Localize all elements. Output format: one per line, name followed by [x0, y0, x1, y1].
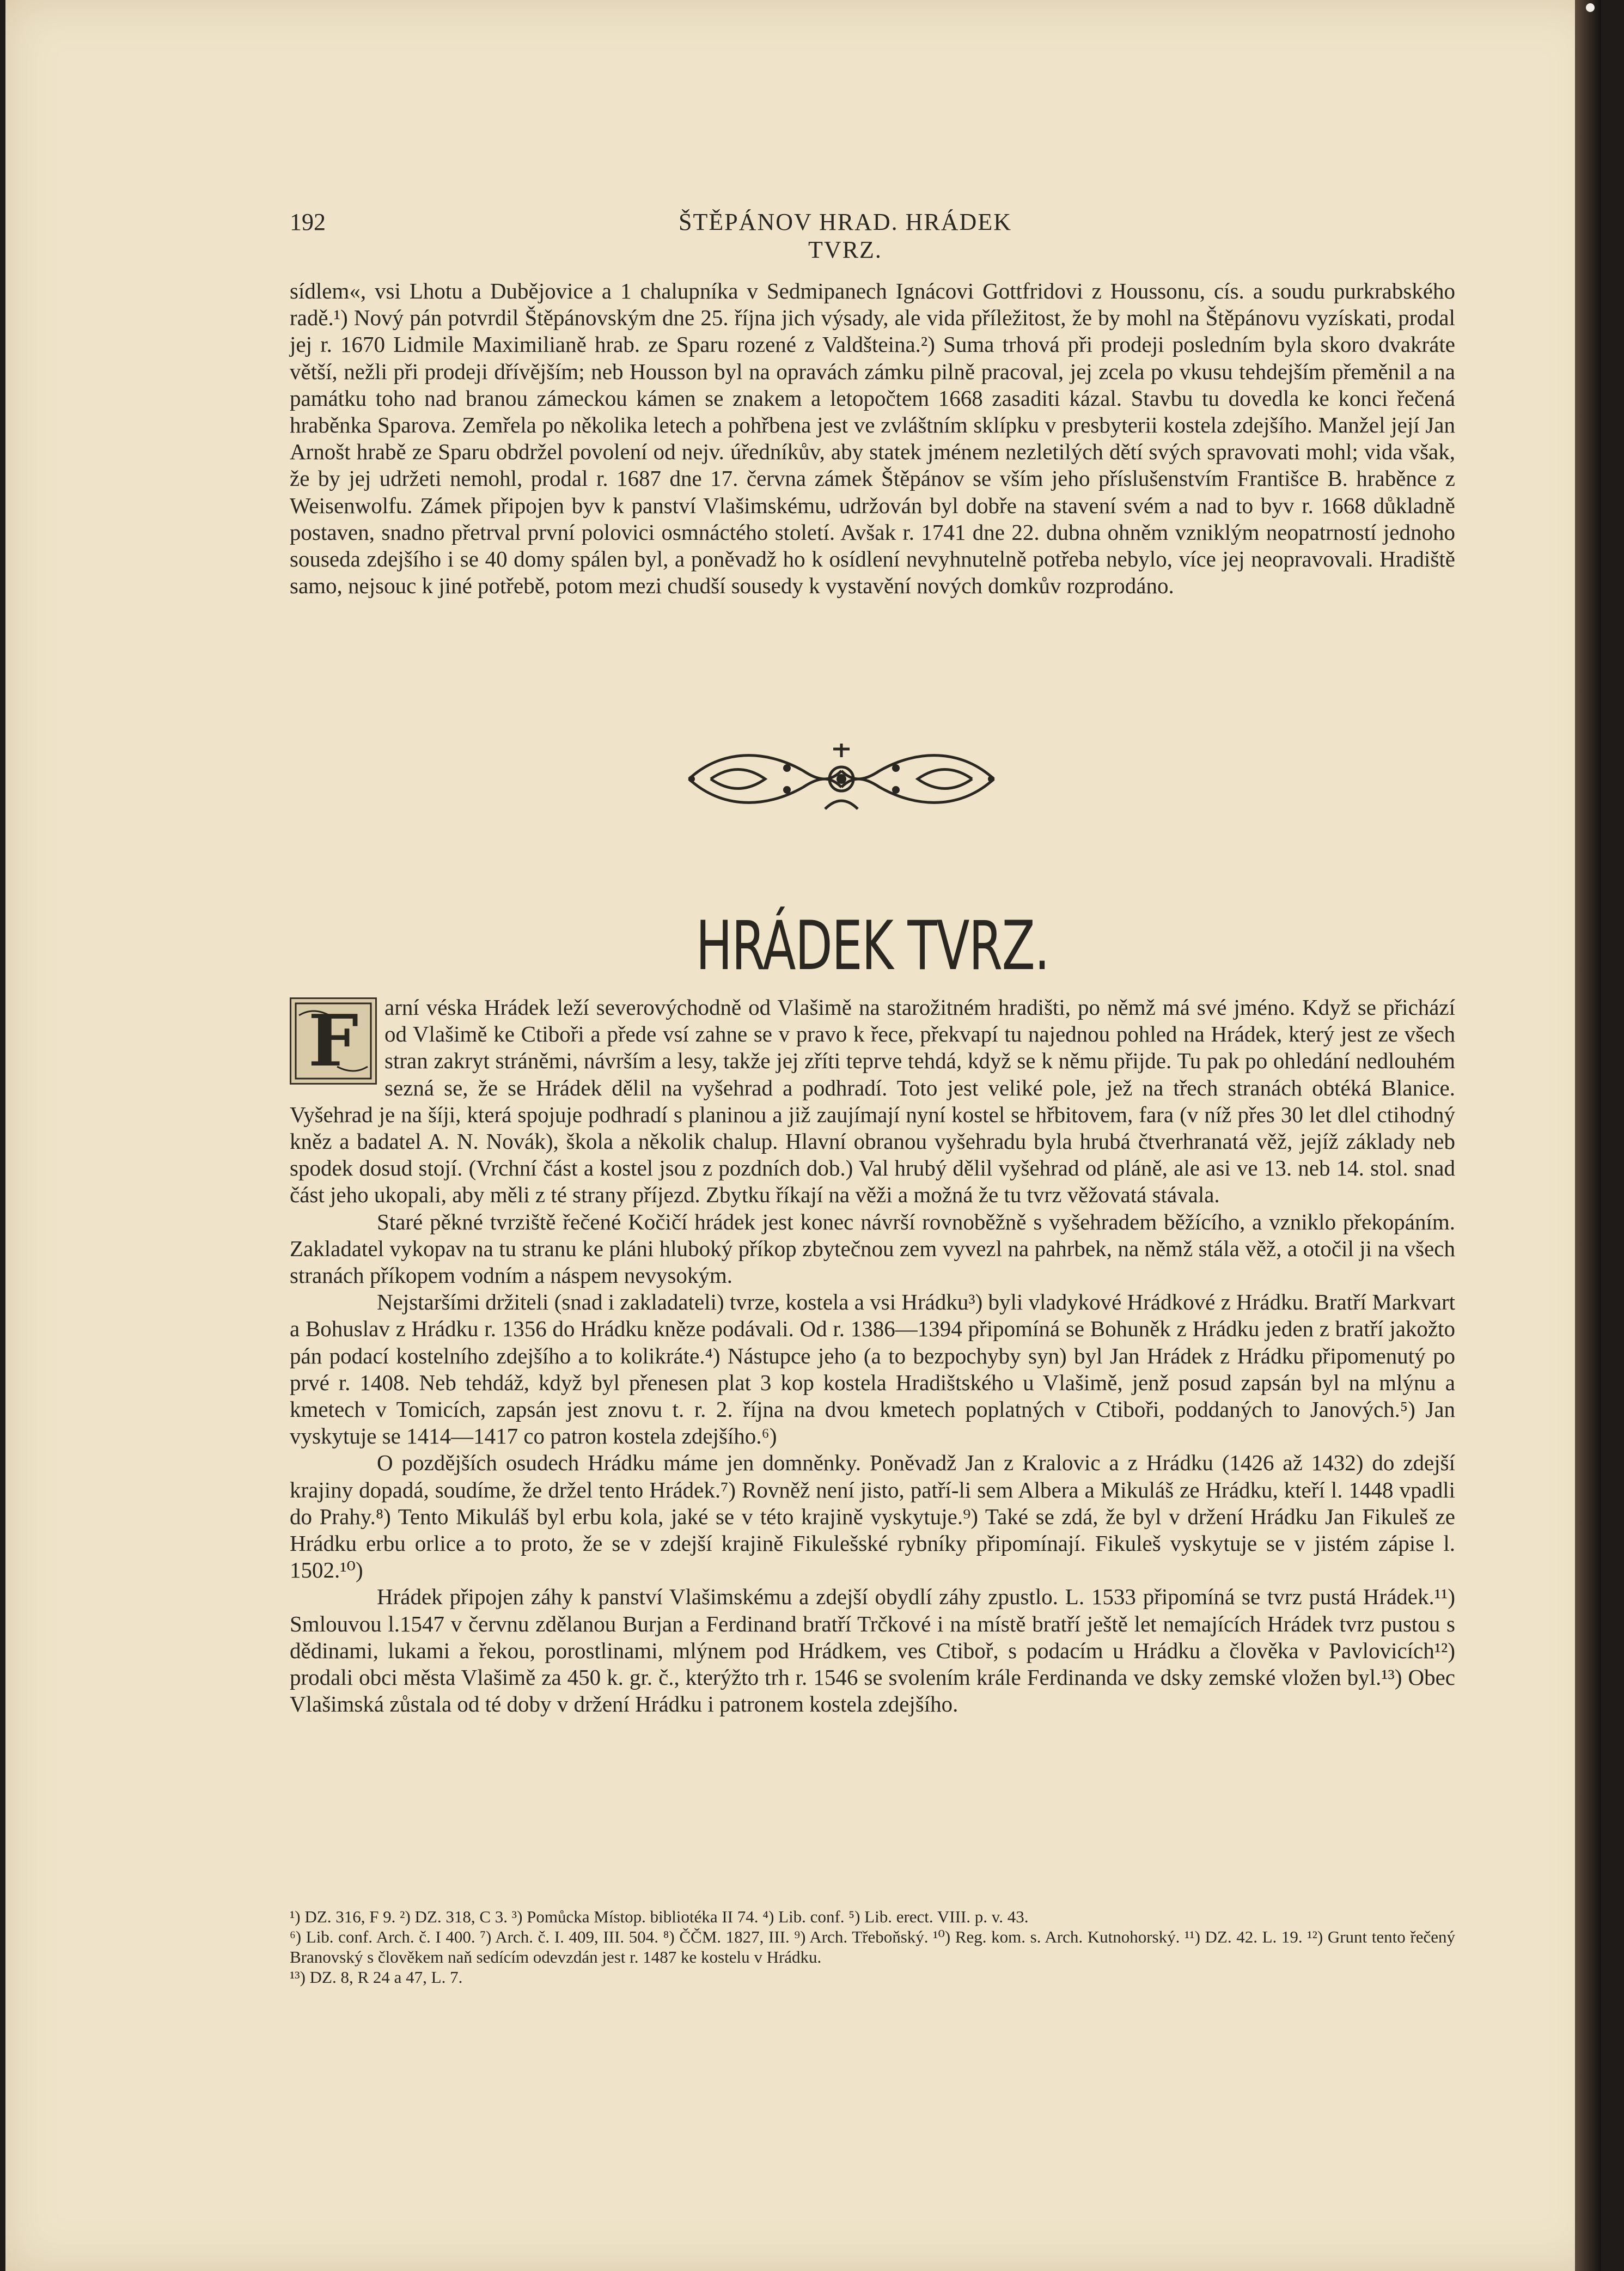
initial-letter	[290, 997, 377, 1085]
section-title: HRÁDEK TVRZ.	[695, 907, 1049, 985]
initial-letter-glyph: F	[308, 999, 359, 1083]
previous-section-text	[290, 278, 1455, 599]
footnote-line: ¹³) DZ. 8, R 24 a 47, L. 7.	[290, 1968, 463, 1987]
running-title: ŠTĚPÁNOV HRAD. HRÁDEK TVRZ.	[678, 209, 1012, 263]
decorative-vignette-icon	[678, 738, 1005, 820]
footnotes	[290, 1907, 1455, 1987]
paragraph: Nejstaršími držiteli (snad i zakladateli) tvrze, kostela a vsi Hrádku³) byli vladykové Hrádkové z Hrádku. Bratří Markvart a Bohuslav z Hrádku r. 1356 do Hrádku kněze podávali. Od r. 1386—1394 připomíná se Bohuněk z Hrádku jeden z bratří jakožto pán podací kostelního zdejšího a to kolikráte.⁴) Nástupce jeho (a to bezpochyby syn) byl Jan Hrádek z Hrádku připomenutý po prvé r. 1408. Neb tehdáž, když byl přenesen plat 3 kop kostela Hradištského u Vlašimě, jenž posud zapsán byl na mlýnu a kmetech v Tomicích, zapsán jest znovu t. r. 2. října na dvou kmetech poplatných v Ctiboři, poddaných to Janových.⁵) Jan vyskytuje se 1414—1417 co patron kostela zdejšího.⁶)	[290, 1289, 1455, 1449]
paragraph: Staré pěkné tvrziště řečené Kočičí hrádek jest konec návrší rovnoběžně s vyšehradem běžícího, a vzniklo překopáním. Zakladatel vykopav na tu stranu ke pláni hluboký příkop zbytečnou zem vyvezl na pahrbek, na němž stála věž, a otočil ji na všech stranách příkopem vodním a náspem nevysokým.	[290, 1209, 1455, 1288]
page-number: 192	[290, 209, 326, 235]
paragraph: O pozdějších osudech Hrádku máme jen domněnky. Poněvadž Jan z Kralovic a z Hrádku (1426 až 1432) do zdejší krajiny dopadá, soudíme, že držel tento Hrádek.⁷) Rovněž není jisto, patří-li sem Albera a Mikuláš ze Hrádku, kteří l. 1448 vpadli do Prahy.⁸) Tento Mikuláš byl erbu kola, jaké se v této krajině vyskytuje.⁹) Také se zdá, že byl v držení Hrádku Jan Fikuleš ze Hrádku erbu orlice a to proto, že se v zdejší krajině Fikulešské rybníky připomínají. Fikuleš vyskytuje se v jistém zápise l. 1502.¹⁰)	[290, 1450, 1455, 1583]
paragraph: sídlem«, vsi Lhotu a Dubějovice a 1 chalupníka v Sedmipanech Ignácovi Gottfridovi z Houssonu, cís. a soudu purkrabského radě.¹) Nový pán potvrdil Štěpánovským dne 25. října jich výsady, ale vida příležitost, že by mohl na Štěpánovu vyzískati, prodal jej r. 1670 Lidmile Maximilianě hrab. ze Sparu rozené z Valdšteina.²) Suma trhová při prodeji posledním byla skoro dvakráte větší, nežli při prodeji dřívějším; neb Housson byl na opravách zámku pilně pracoval, jej zcela po vkusu tehdejším přeměnil a na památku toho nad branou zámeckou kámen se znakem a letopočtem 1668 zasaditi kázal. Stavbu tu dovedla ke konci řečená hraběnka Sparova. Zemřela po několika letech a pohřbena jest ve zvláštním sklípku v presbyterii kostela zdejšího. Manžel její Jan Arnošt hrabě ze Sparu obdržel povolení od nejv. úředníkův, aby statek jménem nezletilých dětí svých spravovati mohl; vida však, že by jej udržeti nemohl, prodal r. 1687 dne 17. června zámek Štěpánov se vším jeho příslušenstvím Františce B. hraběnce z Weisenwolfu. Zámek připojen byv k panství Vlašimskému, udržován byl dobře na stavení svém a nad to byv r. 1668 důkladně postaven, snadno přetrval první polovici osmnáctého století. Avšak r. 1741 dne 22. dubna ohněm vzniklým neopatrností jednoho souseda zdejšího i se 40 domy spálen byl, a poněvadž ho k osídlení nevyhnutelně potřeba nebylo, více jej neopravovali. Hradiště samo, nejsouc k jiné potřebě, potom mezi chudší sousedy k vystavění nových domkův rozprodáno.	[290, 278, 1455, 599]
footnote-line: ¹) DZ. 316, F 9. ²) DZ. 318, C 3. ³) Pomůcka Místop. bibliotéka II 74. ⁴) Lib. conf. ⁵) Lib. erect. VIII. p. v. 43.	[290, 1907, 1029, 1926]
section-text	[290, 994, 1455, 1718]
footnote-line: ⁶) Lib. conf. Arch. č. I 400. ⁷) Arch. č. I. 409, III. 504. ⁸) ČČM. 1827, III. ⁹) Arch. Třeboňský. ¹⁰) Reg. kom. s. Arch. Kutnohorský. ¹¹) DZ. 42. L. 19. ¹²) Grunt tento řečený Branovský s člověkem naň sedícím odevzdán jest r. 1487 ke kostelu v Hrádku.	[290, 1927, 1455, 1966]
page-edge-shadow	[1575, 0, 1601, 2271]
paragraph: Hrádek připojen záhy k panství Vlašimskému a zdejší obydlí záhy zpustlo. L. 1533 připomíná se tvrz pustá Hrádek.¹¹) Smlouvou l.1547 v červnu zdělanou Burjan a Ferdinand bratří Trčkové i na místě bratří ještě let nemajících Hrádek tvrz pustou s dědinami, lukami a řekou, porostlinami, mlýnem pod Hrádkem, ves Ctiboř, s podacím u Hrádku a člověka v Pavlovicích¹²) prodali obci města Vlašimě za 450 k. gr. č., kterýžto trh r. 1546 se svolením krále Ferdinanda ve dsky zemské vložen byl.¹³) Obec Vlašimská zůstala od té doby v držení Hrádku i patronem kostela zdejšího.	[290, 1584, 1455, 1717]
paragraph: arní véska Hrádek leží severovýchodně od Vlašimě na starožitném hradišti, po němž má své jméno. Když se přichází od Vlašimě ke Ctiboři a přede vsí zahne se v pravo k řece, překvapí tu najednou pohled na Hrádek, který jest ze všech stran zakryt stráněmi, návrším a lesy, takže jej zříti teprve tehdá, když se k němu přijde. Tu pak po ohledání nedlouhém sezná se, že se Hrádek dělil na vyšehrad a podhradí. Toto jest veliké pole, jež na třech stranách obtéká Blanice. Vyšehrad je na šíji, která spojuje podhradí s planinou a již zaujímají nyní kostel se hřbitovem, fara (v níž přes 30 let dlel ctihodný kněz a badatel A. N. Novák), škola a několik chalup. Hlavní obranou vyšehradu byla hrubá čtverhranatá věž, jejíž základy neb spodek dosud stojí. (Vrchní část a kostel jsou z pozdních dob.) Val hrubý dělil vyšehrad od pláně, ale asi ve 13. neb 14. stol. snad část jeho ukopali, aby měli z té strany příjezd. Zbytku říkají na věži a možná že tu tvrz věžovatá stávala.	[290, 995, 1455, 1208]
running-head	[290, 208, 1455, 263]
registration-mark	[1586, 3, 1595, 12]
